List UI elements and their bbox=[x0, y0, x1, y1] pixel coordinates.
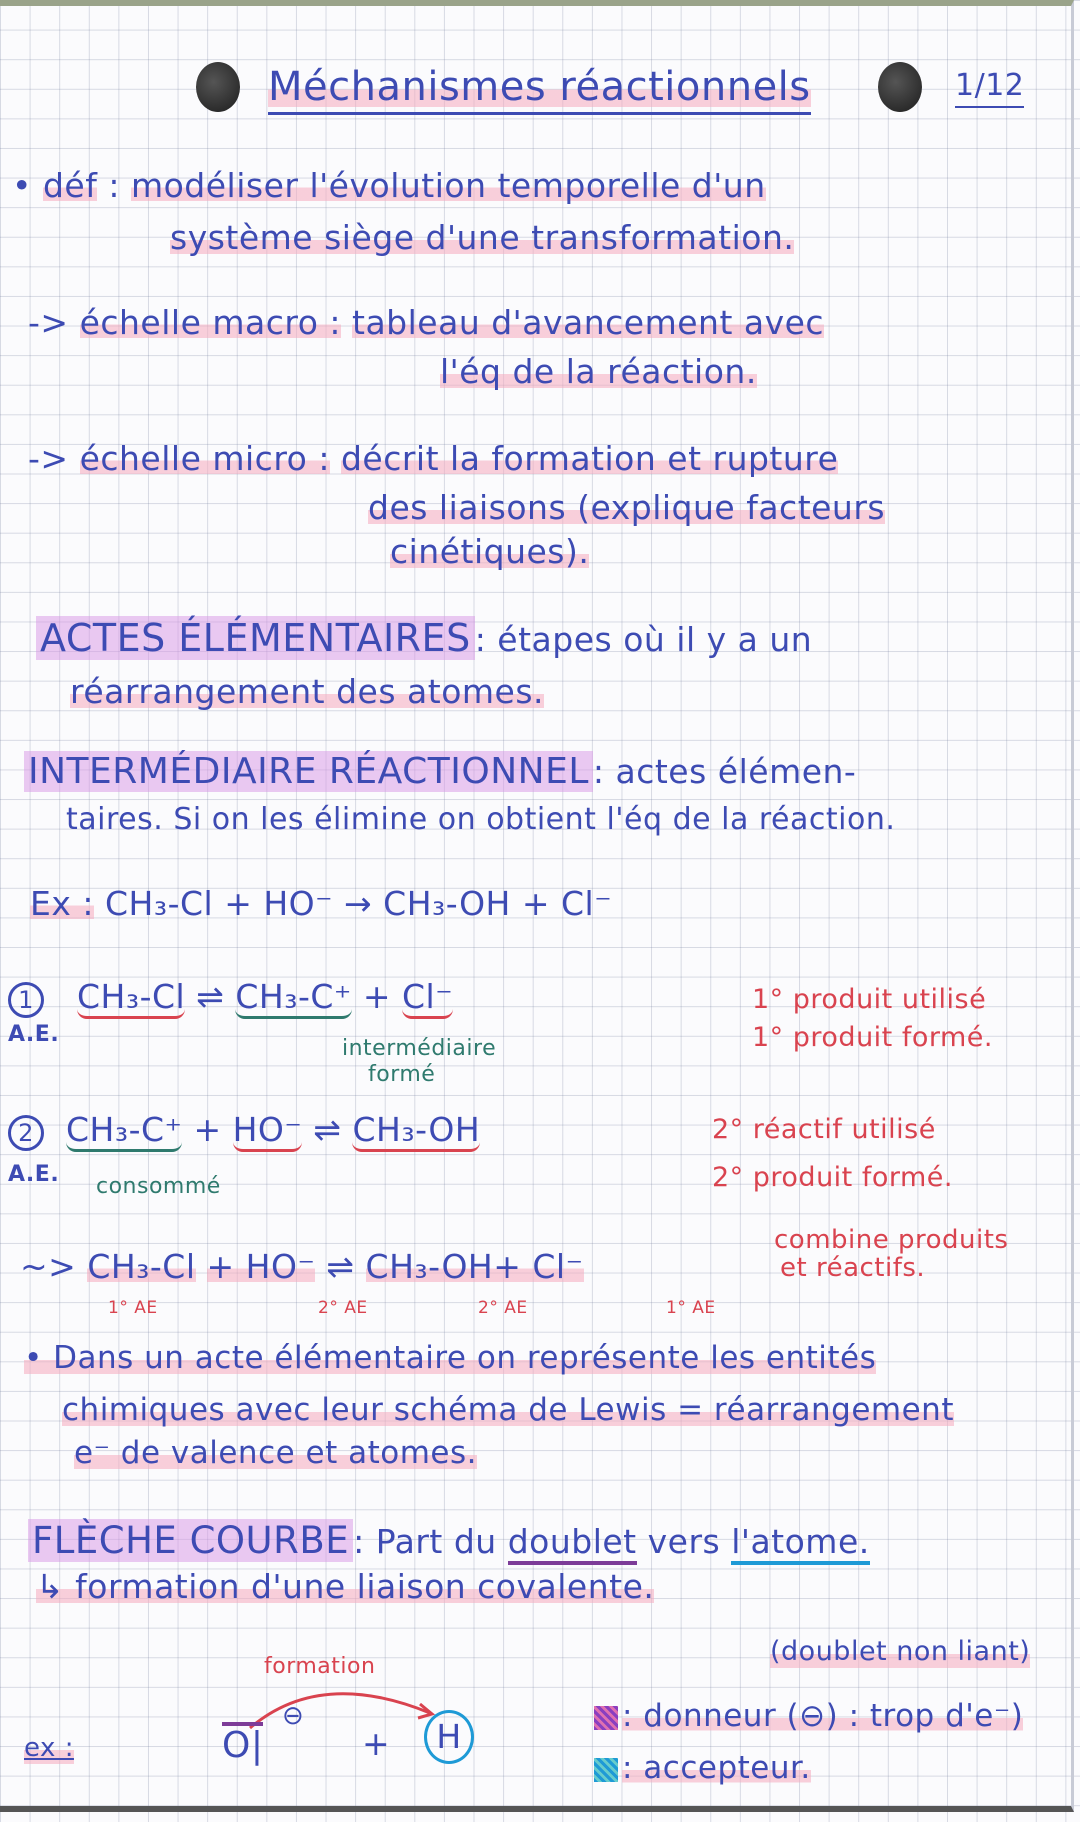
binder-hole-right bbox=[878, 62, 922, 112]
actes-text: : étapes où il y a un bbox=[474, 620, 813, 659]
equilibrium-arrow-icon: ⇌ bbox=[313, 1110, 342, 1149]
intermediaire-line-1 bbox=[24, 750, 856, 794]
donor-text: : donneur (⊖) : trop d'e⁻) bbox=[622, 1698, 1024, 1734]
doublet-note: (doublet non liant) bbox=[770, 1632, 1030, 1672]
actes-line-1 bbox=[36, 615, 812, 663]
actes-line-2: réarrangement des atomes. bbox=[70, 672, 545, 711]
global-equation bbox=[20, 1247, 584, 1287]
arrow-icon: -> bbox=[28, 303, 69, 342]
legend-acceptor bbox=[594, 1748, 811, 1788]
step-1-note-2: formé bbox=[368, 1062, 436, 1087]
fleche-text: vers bbox=[647, 1522, 721, 1561]
micro-text: décrit la formation et rupture bbox=[340, 439, 839, 478]
acceptor-atom bbox=[424, 1710, 474, 1764]
step-2-note: consommé bbox=[96, 1174, 221, 1199]
step-2-side-2: 2° produit formé. bbox=[712, 1162, 953, 1193]
equilibrium-arrow-icon: ⇌ bbox=[196, 977, 225, 1016]
fleche-line-1 bbox=[28, 1518, 870, 1565]
global-side-2: et réactifs. bbox=[780, 1253, 926, 1283]
plus-sign: + bbox=[362, 1724, 391, 1763]
step-1-intermediate: CH₃-C⁺ bbox=[235, 977, 351, 1019]
step-1-equation bbox=[8, 977, 453, 1018]
macro-label: échelle macro : bbox=[79, 303, 342, 342]
step-number-badge: 1 bbox=[8, 982, 44, 1018]
donor-atom: O| bbox=[222, 1722, 263, 1766]
lewis-line-2: chimiques avec leur schéma de Lewis = réarrangement bbox=[62, 1392, 954, 1428]
step-2-reactant: HO⁻ bbox=[233, 1110, 303, 1152]
acceptor-text: : accepteur. bbox=[622, 1750, 811, 1786]
arrow-icon: -> bbox=[28, 439, 69, 478]
intermediaire-text: : actes élémen- bbox=[592, 752, 857, 791]
definition-line-1: • déf : modéliser l'évolution temporelle d'un bbox=[12, 166, 766, 205]
micro-label: échelle micro : bbox=[79, 439, 330, 478]
step-2-side-1: 2° réactif utilisé bbox=[712, 1114, 936, 1145]
page-number: 1/12 bbox=[955, 66, 1024, 108]
plus-sign: + bbox=[193, 1110, 222, 1149]
legend-donor bbox=[594, 1696, 1023, 1736]
step-1-side-2: 1° produit formé. bbox=[752, 1022, 993, 1053]
fleche-text: : Part du bbox=[353, 1522, 497, 1561]
macro-line-1 bbox=[28, 303, 824, 343]
step-1-side-1: 1° produit utilisé bbox=[752, 984, 987, 1015]
step-1-reactant: CH₃-Cl bbox=[77, 977, 185, 1019]
global-label: 1° AE bbox=[666, 1298, 716, 1318]
macro-text: tableau d'avancement avec bbox=[352, 303, 825, 342]
step-2-intermediate: CH₃-C⁺ bbox=[66, 1110, 182, 1152]
definition-label: déf bbox=[42, 166, 98, 205]
example-line bbox=[30, 884, 612, 924]
equilibrium-arrow-icon: ⇌ bbox=[326, 1247, 355, 1286]
micro-line-1 bbox=[28, 439, 838, 479]
acceptor-swatch-icon bbox=[594, 1758, 618, 1782]
fleche-line-2: ↳ formation d'une liaison covalente. bbox=[36, 1567, 655, 1606]
acceptor-letter: H bbox=[424, 1710, 474, 1764]
definition-text: modéliser l'évolution temporelle d'un bbox=[130, 166, 766, 205]
global-label: 1° AE bbox=[108, 1298, 158, 1318]
plus-sign: + bbox=[362, 977, 391, 1016]
step-1-note-1: intermédiaire bbox=[342, 1036, 497, 1061]
lewis-line-1: • Dans un acte élémentaire on représente les entités bbox=[24, 1340, 877, 1376]
step-1-product: Cl⁻ bbox=[402, 977, 453, 1019]
step-2-equation bbox=[8, 1110, 480, 1151]
ex2-label: ex : bbox=[24, 1728, 74, 1768]
step-1-tag: A.E. bbox=[8, 1022, 60, 1047]
macro-line-2: l'éq de la réaction. bbox=[440, 352, 757, 391]
global-part: + Cl⁻ bbox=[493, 1247, 584, 1286]
global-part: CH₃-OH bbox=[365, 1247, 494, 1286]
step-2-tag: A.E. bbox=[8, 1162, 60, 1187]
page-title: Méchanismes réactionnels bbox=[268, 62, 811, 115]
micro-line-2: des liaisons (explique facteurs bbox=[368, 488, 886, 527]
definition-line-2: système siège d'une transformation. bbox=[170, 218, 795, 257]
global-side-1: combine produits bbox=[774, 1225, 1009, 1255]
doublet-word: doublet bbox=[508, 1522, 637, 1565]
global-label: 2° AE bbox=[318, 1298, 368, 1318]
global-part: CH₃-Cl bbox=[87, 1247, 196, 1286]
example-equation: CH₃-Cl + HO⁻ → CH₃-OH + Cl⁻ bbox=[105, 884, 613, 923]
global-part: + HO⁻ bbox=[206, 1247, 316, 1286]
binder-hole-left bbox=[196, 62, 240, 112]
step-number-badge: 2 bbox=[8, 1115, 44, 1151]
donor-swatch-icon bbox=[594, 1706, 618, 1730]
intermediaire-line-2: taires. Si on les élimine on obtient l'éq de la réaction. bbox=[66, 802, 896, 837]
micro-line-3: cinétiques). bbox=[390, 532, 590, 571]
arrow-label: formation bbox=[264, 1654, 376, 1679]
charge-icon: ⊖ bbox=[282, 1701, 305, 1731]
separator: : bbox=[108, 166, 120, 205]
example-label: Ex : bbox=[30, 884, 94, 923]
global-label: 2° AE bbox=[478, 1298, 528, 1318]
fleche-heading: FLÈCHE COURBE bbox=[28, 1519, 353, 1562]
squiggle-arrow-icon: ~> bbox=[20, 1247, 77, 1286]
actes-heading: ACTES ÉLÉMENTAIRES bbox=[36, 616, 475, 660]
intermediaire-heading: INTERMÉDIAIRE RÉACTIONNEL bbox=[24, 751, 593, 792]
lewis-line-3: e⁻ de valence et atomes. bbox=[74, 1435, 478, 1471]
step-2-product: CH₃-OH bbox=[352, 1110, 480, 1152]
atome-word: l'atome. bbox=[731, 1522, 870, 1565]
